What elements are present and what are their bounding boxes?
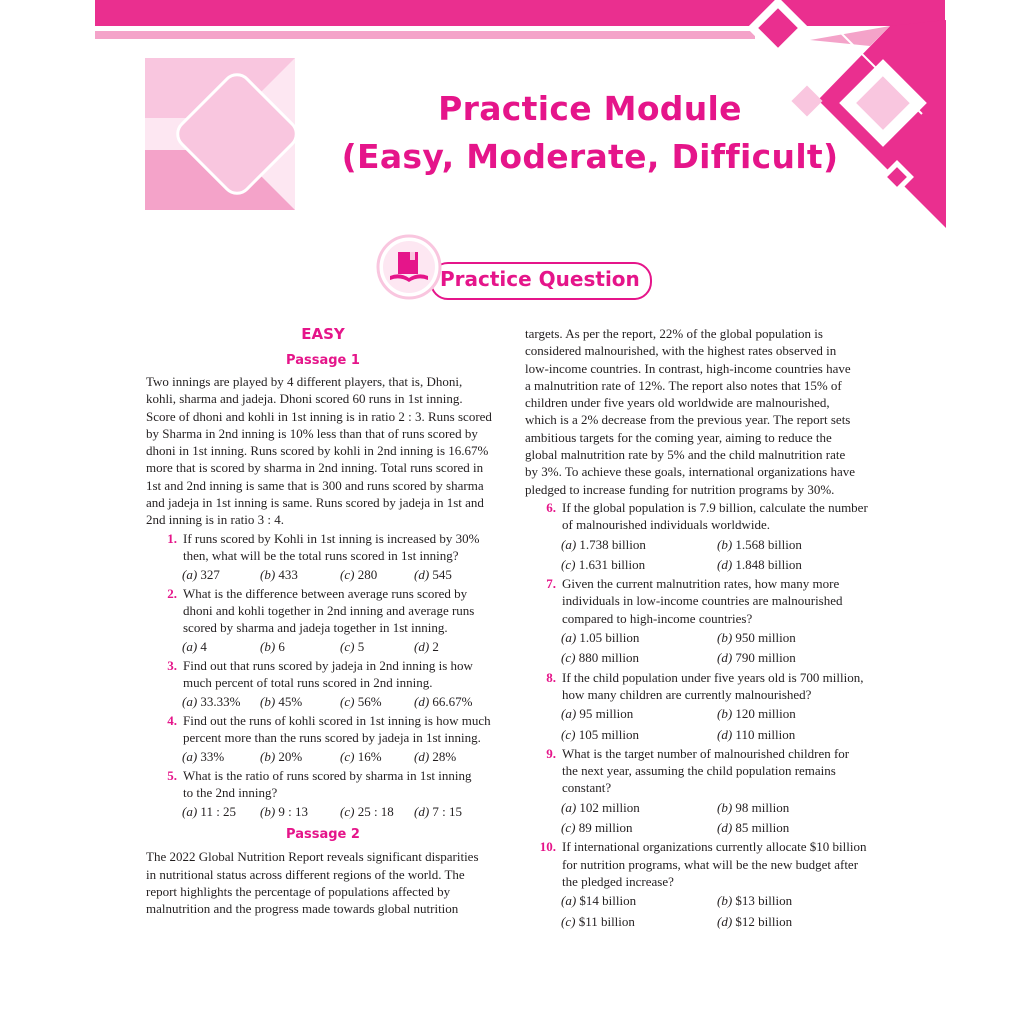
option-text: 56% bbox=[357, 694, 382, 710]
option-letter: (b) bbox=[717, 536, 733, 552]
passage2-line: malnutrition and the progress made towards global nutrition bbox=[146, 901, 459, 917]
option-text: $14 billion bbox=[579, 893, 637, 909]
question-text: the next year, assuming the child population remains bbox=[562, 763, 836, 779]
passage1-line: Two innings are played by 4 different players, that is, Dhoni, bbox=[146, 374, 463, 389]
option-letter: (d) bbox=[717, 913, 733, 929]
passage1-text bbox=[146, 373, 500, 529]
options-q3 bbox=[146, 693, 500, 710]
question-10 bbox=[525, 838, 881, 890]
option-letter: (d) bbox=[717, 820, 733, 836]
option-letter: (b) bbox=[717, 630, 733, 646]
option-letter: (c) bbox=[561, 650, 576, 666]
option-letter: (a) bbox=[182, 639, 198, 655]
passage2-line: low-income countries. In contrast, high-income countries have bbox=[525, 360, 851, 376]
question-number: 5. bbox=[167, 767, 177, 783]
question-text: dhoni and kohli together in 2nd inning and average runs bbox=[183, 602, 475, 618]
option-text: 2 bbox=[432, 639, 439, 655]
option-text: $13 billion bbox=[735, 893, 793, 909]
question-text: What is the target number of malnourished children for bbox=[562, 745, 850, 761]
question-text: much percent of total runs scored in 2nd inning. bbox=[183, 675, 433, 691]
question-7 bbox=[525, 575, 881, 627]
options-q10 bbox=[525, 892, 881, 930]
option-text: 1.568 billion bbox=[735, 536, 802, 552]
question-number: 3. bbox=[167, 657, 177, 673]
option-letter: (c) bbox=[561, 820, 576, 836]
options-q6 bbox=[525, 536, 881, 574]
option-text: 33% bbox=[200, 749, 225, 765]
passage2-line: The 2022 Global Nutrition Report reveals significant disparities bbox=[146, 849, 479, 865]
option-letter: (b) bbox=[260, 639, 276, 655]
option-letter: (d) bbox=[717, 726, 733, 742]
question-text: how many children are currently malnourished? bbox=[562, 686, 812, 702]
option-text: 120 million bbox=[735, 706, 796, 722]
option-text: 950 million bbox=[735, 630, 796, 646]
question-2 bbox=[146, 585, 500, 637]
option-letter: (d) bbox=[414, 567, 430, 583]
question-8 bbox=[525, 669, 881, 704]
option-letter: (a) bbox=[561, 799, 577, 815]
option-letter: (c) bbox=[561, 726, 576, 742]
option-text: 105 million bbox=[578, 726, 639, 742]
right-column bbox=[525, 325, 881, 932]
option-text: 85 million bbox=[735, 820, 790, 836]
question-6 bbox=[525, 499, 881, 534]
passage1-line: 1st and 2nd inning is same that is 300 and runs scored by sharma bbox=[146, 477, 484, 493]
left-column bbox=[146, 324, 500, 918]
option-text: $11 billion bbox=[578, 913, 635, 929]
question-number: 1. bbox=[167, 530, 177, 546]
option-text: $12 billion bbox=[735, 913, 793, 929]
passage2-line: considered malnourished, with the highest rates observed in bbox=[525, 343, 837, 359]
option-text: 327 bbox=[200, 567, 220, 583]
option-letter: (b) bbox=[260, 694, 276, 710]
question-3 bbox=[146, 657, 500, 692]
option-letter: (a) bbox=[182, 567, 198, 583]
question-text: scored by sharma and jadeja together in 1st inning. bbox=[183, 620, 448, 636]
option-letter: (a) bbox=[182, 749, 198, 765]
option-text: 6 bbox=[278, 639, 285, 655]
option-text: 9 : 13 bbox=[278, 804, 309, 820]
passage2-line: ambitious targets for the coming year, aiming to reduce the bbox=[525, 429, 832, 445]
option-letter: (d) bbox=[717, 650, 733, 666]
option-text: 1.738 billion bbox=[579, 536, 646, 552]
option-text: 16% bbox=[357, 749, 382, 765]
passage1-line: 2nd inning is in ratio 3 : 4. bbox=[146, 512, 284, 528]
option-text: 25 : 18 bbox=[357, 804, 394, 820]
option-letter: (a) bbox=[182, 694, 198, 710]
question-number: 7. bbox=[546, 576, 556, 592]
option-letter: (c) bbox=[561, 556, 576, 572]
option-letter: (c) bbox=[340, 749, 355, 765]
option-text: 33.33% bbox=[200, 694, 241, 710]
option-letter: (a) bbox=[561, 536, 577, 552]
question-text: compared to high-income countries? bbox=[562, 610, 753, 626]
options-q9 bbox=[525, 799, 881, 837]
option-text: 98 million bbox=[735, 799, 790, 815]
question-number: 8. bbox=[546, 669, 556, 685]
question-text: If the child population under five years old is 700 million, bbox=[562, 669, 864, 685]
top-thin-bar bbox=[95, 31, 755, 39]
option-letter: (c) bbox=[340, 804, 355, 820]
page-title-line1: Practice Module bbox=[438, 89, 742, 128]
option-letter: (b) bbox=[260, 749, 276, 765]
option-text: 790 million bbox=[735, 650, 796, 666]
option-text: 280 bbox=[357, 567, 378, 583]
question-number: 6. bbox=[546, 499, 556, 515]
passage1-line: by Sharma in 2nd inning is 10% less than that of runs scored by bbox=[146, 425, 478, 441]
badge-label: Practice Question bbox=[440, 267, 640, 291]
book-icon bbox=[376, 234, 442, 300]
question-text: Find out the runs of kohli scored in 1st inning is how much bbox=[183, 712, 491, 728]
option-letter: (b) bbox=[717, 799, 733, 815]
option-text: 433 bbox=[278, 567, 298, 583]
option-letter: (d) bbox=[717, 556, 733, 572]
question-number: 2. bbox=[167, 585, 177, 601]
question-text: What is the difference between average runs scored by bbox=[183, 585, 468, 601]
question-text: percent more than the runs scored by jadeja in 1st inning. bbox=[183, 729, 481, 745]
passage2-line: targets. As per the report, 22% of the global population is bbox=[525, 326, 823, 341]
question-text: of malnourished individuals worldwide. bbox=[562, 517, 770, 533]
question-number: 9. bbox=[546, 745, 556, 761]
passage2-line: global malnutrition rate by 5% and the child malnutrition rate bbox=[525, 447, 846, 463]
question-text: If runs scored by Kohli in 1st inning is increased by 30% bbox=[183, 530, 480, 546]
question-9 bbox=[525, 745, 881, 797]
option-letter: (b) bbox=[717, 893, 733, 909]
option-text: 66.67% bbox=[432, 694, 473, 710]
option-text: 880 million bbox=[578, 650, 639, 666]
question-5 bbox=[146, 767, 500, 802]
left-block-decoration bbox=[145, 58, 295, 210]
passage1-line: kohli, sharma and jadeja. Dhoni scored 60 runs in 1st inning. bbox=[146, 391, 463, 407]
option-letter: (c) bbox=[340, 694, 355, 710]
passage2-line: which is a 2% decrease from the previous year. The report sets bbox=[525, 412, 851, 428]
option-text: 1.05 billion bbox=[579, 630, 640, 646]
question-number: 4. bbox=[167, 712, 177, 728]
option-letter: (d) bbox=[414, 804, 430, 820]
passage2-line: report highlights the percentage of populations affected by bbox=[146, 884, 451, 900]
question-text: constant? bbox=[562, 780, 612, 796]
option-letter: (d) bbox=[414, 749, 430, 765]
option-text: 89 million bbox=[578, 820, 633, 836]
question-text: individuals in low-income countries are malnourished bbox=[562, 593, 843, 609]
options-q8 bbox=[525, 705, 881, 743]
option-text: 95 million bbox=[579, 706, 634, 722]
passage2-line: in nutritional status across different regions of the world. The bbox=[146, 866, 465, 882]
option-letter: (a) bbox=[561, 630, 577, 646]
option-text: 20% bbox=[278, 749, 303, 765]
option-letter: (d) bbox=[414, 694, 430, 710]
option-letter: (c) bbox=[340, 567, 355, 583]
passage2-line: a malnutrition rate of 12%. The report also notes that 15% of bbox=[525, 377, 842, 393]
question-text: Find out that runs scored by jadeja in 2nd inning is how bbox=[183, 657, 473, 673]
option-letter: (b) bbox=[260, 567, 276, 583]
option-letter: (b) bbox=[717, 706, 733, 722]
question-text: If international organizations currently allocate $10 billion bbox=[562, 839, 867, 855]
option-letter: (c) bbox=[340, 639, 355, 655]
option-text: 110 million bbox=[735, 726, 796, 742]
option-text: 1.631 billion bbox=[578, 556, 646, 572]
question-text: to the 2nd inning? bbox=[183, 784, 278, 800]
question-text: then, what will be the total runs scored in 1st inning? bbox=[183, 547, 459, 563]
passage2-text bbox=[146, 848, 500, 917]
option-letter: (c) bbox=[561, 913, 576, 929]
passage1-line: more that is scored by sharma in 2nd inning. Total runs scored in bbox=[146, 460, 484, 476]
passage2-line: pledged to increase funding for nutrition programs by 30%. bbox=[525, 481, 835, 497]
passage2-title: Passage 2 bbox=[286, 827, 360, 843]
page-title-line2: (Easy, Moderate, Difficult) bbox=[341, 137, 839, 176]
question-text: What is the ratio of runs scored by sharma in 1st inning bbox=[183, 767, 472, 783]
option-text: 45% bbox=[278, 694, 303, 710]
passage1-line: and jadeja in 1st inning is same. Runs scored by jadeja in 1st and bbox=[146, 495, 484, 511]
option-text: 5 bbox=[357, 639, 365, 655]
option-text: 1.848 billion bbox=[735, 556, 802, 572]
passage2-continued bbox=[525, 325, 881, 498]
options-q2 bbox=[146, 638, 500, 655]
question-text: If the global population is 7.9 billion, calculate the number bbox=[562, 499, 868, 515]
passage1-line: dhoni in 1st inning. Runs scored by kohli in 2nd inning is 16.67% bbox=[146, 443, 489, 459]
options-q1 bbox=[146, 566, 500, 583]
passage2-line: by 3%. To achieve these goals, international organizations have bbox=[525, 464, 856, 480]
passage1-title: Passage 1 bbox=[286, 353, 360, 368]
question-text: for nutrition programs, what will be the new budget after bbox=[562, 856, 859, 872]
option-letter: (d) bbox=[414, 639, 430, 655]
option-text: 28% bbox=[432, 749, 457, 765]
options-q7 bbox=[525, 629, 881, 667]
option-text: 102 million bbox=[579, 799, 640, 815]
passage2-line: children under five years old worldwide are malnourished, bbox=[525, 395, 830, 411]
question-number: 10. bbox=[539, 839, 556, 855]
options-q4 bbox=[146, 748, 500, 765]
option-letter: (b) bbox=[260, 804, 276, 820]
option-letter: (a) bbox=[561, 893, 577, 909]
option-text: 11 : 25 bbox=[200, 804, 237, 820]
options-q5 bbox=[146, 803, 500, 820]
question-text: Given the current malnutrition rates, how many more bbox=[562, 576, 840, 592]
question-text: the pledged increase? bbox=[562, 873, 674, 889]
section-heading-easy: EASY bbox=[301, 325, 345, 343]
option-letter: (a) bbox=[561, 706, 577, 722]
option-text: 545 bbox=[432, 567, 452, 583]
option-text: 7 : 15 bbox=[432, 804, 463, 820]
option-letter: (a) bbox=[182, 804, 198, 820]
question-1 bbox=[146, 530, 500, 565]
question-4 bbox=[146, 712, 500, 747]
passage1-line: Score of dhoni and kohli in 1st inning is in ratio 2 : 3. Runs scored bbox=[146, 408, 492, 424]
option-text: 4 bbox=[200, 639, 207, 655]
